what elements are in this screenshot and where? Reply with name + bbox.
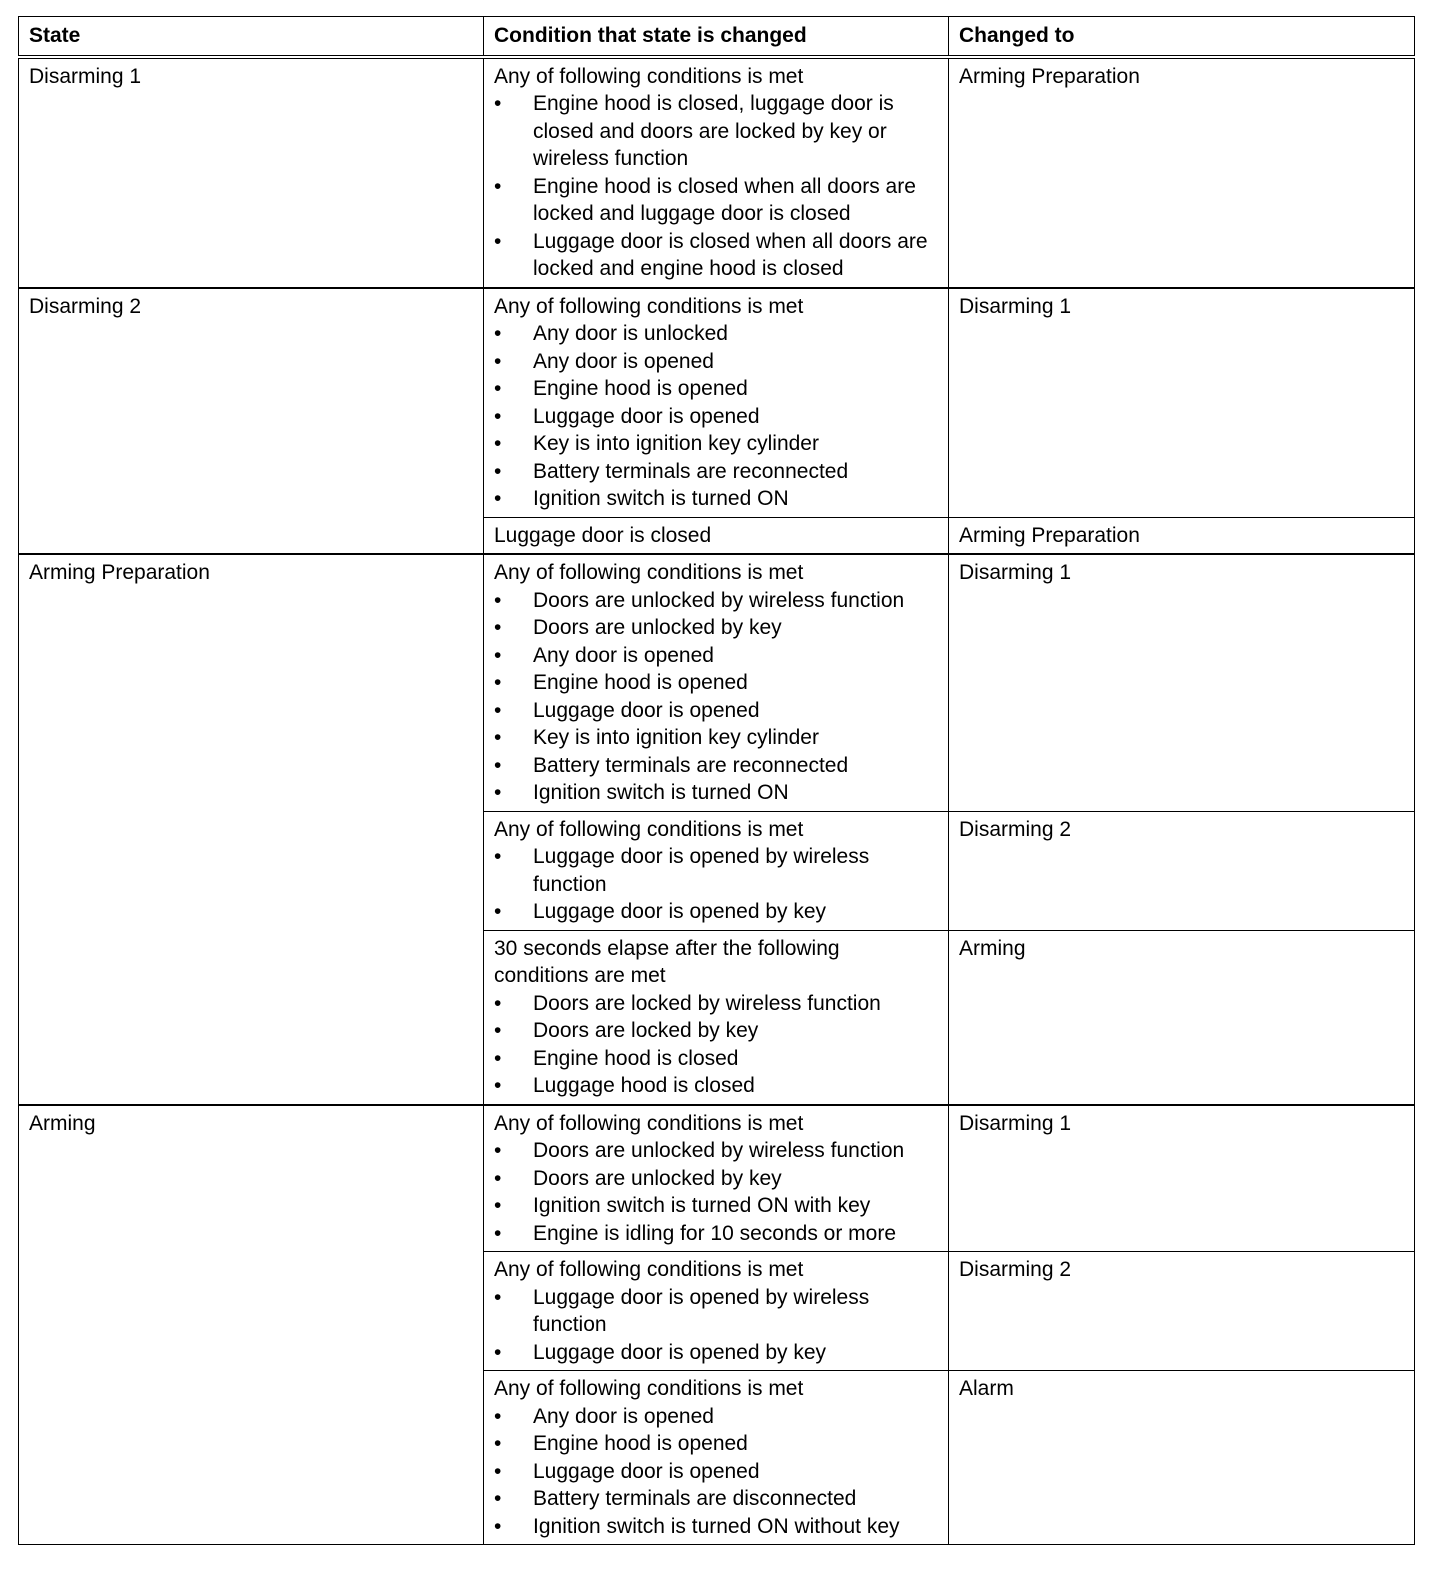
condition-item-text: Battery terminals are reconnected xyxy=(533,459,849,483)
condition-item-text: Luggage door is opened by key xyxy=(533,1340,827,1364)
condition-item-text: Engine is idling for 10 seconds or more xyxy=(533,1221,897,1245)
condition-item xyxy=(494,779,938,807)
table-row xyxy=(19,57,1415,288)
condition-item xyxy=(494,642,938,670)
condition-lead: Any of following conditions is met xyxy=(494,294,804,318)
condition-lead: Any of following conditions is met xyxy=(494,561,804,584)
condition-item xyxy=(494,1430,938,1458)
bullet-icon: • xyxy=(494,404,502,428)
bullet-icon: • xyxy=(494,1514,502,1538)
condition-item xyxy=(494,669,938,697)
header-condition: Condition that state is changed xyxy=(484,17,949,57)
condition-item-text: Engine hood is opened xyxy=(533,1432,748,1455)
condition-item xyxy=(494,1017,938,1045)
condition-item xyxy=(494,1192,938,1220)
state-cell: Arming Preparation xyxy=(19,554,484,1105)
bullet-icon: • xyxy=(494,698,502,722)
condition-item-text: Luggage door is closed when all doors are locked and engine hood is closed xyxy=(533,229,928,280)
bullet-icon: • xyxy=(494,92,502,115)
table-body xyxy=(19,57,1415,1545)
changed-to-cell: Disarming 1 xyxy=(949,288,1415,518)
condition-item xyxy=(494,1458,938,1486)
condition-cell xyxy=(484,930,949,1105)
header-row xyxy=(19,17,1415,57)
condition-item xyxy=(494,752,938,780)
condition-cell xyxy=(484,1105,949,1252)
condition-lead: Luggage door is closed xyxy=(494,523,712,547)
condition-item xyxy=(494,843,938,898)
bullet-icon: • xyxy=(494,1166,502,1190)
condition-item-text: Engine hood is closed when all doors are locked and luggage door is closed xyxy=(533,174,916,225)
state-cell: Disarming 1 xyxy=(19,57,484,288)
bullet-icon: • xyxy=(494,1194,502,1217)
condition-item xyxy=(494,1045,938,1073)
changed-to-cell: Alarm xyxy=(949,1371,1415,1545)
condition-item xyxy=(494,320,938,348)
bullet-icon: • xyxy=(494,1487,502,1510)
condition-list xyxy=(494,90,938,283)
condition-item-text: Key is into ignition key cylinder xyxy=(533,726,819,749)
changed-to-cell: Disarming 2 xyxy=(949,1252,1415,1371)
condition-item-text: Luggage door is opened xyxy=(533,1459,760,1483)
condition-list xyxy=(494,1284,938,1367)
condition-item-text: Doors are locked by wireless function xyxy=(533,991,881,1015)
condition-item-text: Engine hood is closed xyxy=(533,1046,739,1070)
bullet-icon: • xyxy=(494,322,502,345)
condition-item-text: Ignition switch is turned ON without key xyxy=(533,1514,900,1538)
bullet-icon: • xyxy=(494,487,502,510)
condition-item-text: Battery terminals are reconnected xyxy=(533,753,849,777)
condition-item xyxy=(494,1137,938,1165)
bullet-icon: • xyxy=(494,671,502,694)
condition-item-text: Battery terminals are disconnected xyxy=(533,1487,857,1510)
bullet-icon: • xyxy=(494,1221,502,1245)
condition-item xyxy=(494,403,938,431)
condition-item xyxy=(494,485,938,513)
condition-item xyxy=(494,587,938,615)
condition-lead: Any of following conditions is met xyxy=(494,1111,804,1135)
condition-item-text: Ignition switch is turned ON xyxy=(533,781,789,804)
condition-item-text: Luggage hood is closed xyxy=(533,1074,755,1097)
bullet-icon: • xyxy=(494,781,502,804)
bullet-icon: • xyxy=(494,900,502,923)
condition-item-text: Any door is unlocked xyxy=(533,322,728,345)
condition-item xyxy=(494,90,938,173)
condition-item xyxy=(494,375,938,403)
bullet-icon: • xyxy=(494,588,502,612)
table-row xyxy=(19,288,1415,518)
bullet-icon: • xyxy=(494,1139,502,1162)
bullet-icon: • xyxy=(494,1340,502,1364)
bullet-icon: • xyxy=(494,1019,502,1042)
condition-item-text: Any door is opened xyxy=(533,643,714,667)
condition-cell xyxy=(484,811,949,930)
condition-lead: Any of following conditions is met xyxy=(494,1258,804,1281)
bullet-icon: • xyxy=(494,616,502,639)
condition-item-text: Doors are locked by key xyxy=(533,1019,759,1042)
condition-list xyxy=(494,320,938,513)
condition-item-text: Luggage door is opened by wireless function xyxy=(533,845,870,896)
condition-item-text: Doors are unlocked by wireless function xyxy=(533,1139,905,1162)
state-transition-table xyxy=(18,16,1415,1545)
condition-lead: 30 seconds elapse after the following conditions are met xyxy=(494,936,840,987)
bullet-icon: • xyxy=(494,174,502,198)
bullet-icon: • xyxy=(494,349,502,373)
condition-item xyxy=(494,1284,938,1339)
state-cell: Disarming 2 xyxy=(19,288,484,555)
condition-item xyxy=(494,1339,938,1367)
condition-item xyxy=(494,990,938,1018)
condition-item-text: Doors are unlocked by key xyxy=(533,1166,782,1190)
changed-to-cell: Disarming 1 xyxy=(949,554,1415,811)
changed-to-cell: Disarming 2 xyxy=(949,811,1415,930)
condition-item xyxy=(494,898,938,926)
condition-list xyxy=(494,1137,938,1247)
condition-item xyxy=(494,1165,938,1193)
condition-item-text: Key is into ignition key cylinder xyxy=(533,432,819,455)
condition-item-text: Ignition switch is turned ON xyxy=(533,487,789,510)
bullet-icon: • xyxy=(494,845,502,868)
condition-item xyxy=(494,724,938,752)
condition-item-text: Any door is opened xyxy=(533,1404,714,1428)
condition-item-text: Luggage door is opened by wireless function xyxy=(533,1285,870,1336)
condition-list xyxy=(494,990,938,1100)
condition-cell xyxy=(484,1252,949,1371)
condition-item xyxy=(494,348,938,376)
condition-item-text: Luggage door is opened xyxy=(533,404,760,428)
condition-cell xyxy=(484,554,949,811)
condition-item xyxy=(494,228,938,283)
changed-to-cell: Arming xyxy=(949,930,1415,1105)
condition-item xyxy=(494,173,938,228)
bullet-icon: • xyxy=(494,1432,502,1455)
condition-item xyxy=(494,1403,938,1431)
bullet-icon: • xyxy=(494,643,502,667)
condition-cell xyxy=(484,1371,949,1545)
condition-item xyxy=(494,430,938,458)
table-row xyxy=(19,1105,1415,1252)
condition-item-text: Engine hood is opened xyxy=(533,671,748,694)
bullet-icon: • xyxy=(494,229,502,253)
bullet-icon: • xyxy=(494,1046,502,1070)
bullet-icon: • xyxy=(494,432,502,455)
condition-item xyxy=(494,458,938,486)
condition-item xyxy=(494,1220,938,1248)
condition-item-text: Engine hood is opened xyxy=(533,377,748,400)
condition-cell xyxy=(484,288,949,518)
bullet-icon: • xyxy=(494,1459,502,1483)
condition-item-text: Engine hood is closed, luggage door is closed and doors are locked by key or wireless function xyxy=(533,92,894,170)
bullet-icon: • xyxy=(494,1074,502,1097)
bullet-icon: • xyxy=(494,753,502,777)
changed-to-cell: Arming Preparation xyxy=(949,517,1415,554)
condition-item-text: Ignition switch is turned ON with key xyxy=(533,1194,871,1217)
bullet-icon: • xyxy=(494,991,502,1015)
condition-lead: Any of following conditions is met xyxy=(494,817,804,841)
table-row xyxy=(19,554,1415,811)
condition-item-text: Any door is opened xyxy=(533,349,714,373)
condition-list xyxy=(494,843,938,926)
condition-item xyxy=(494,1485,938,1513)
condition-item-text: Luggage door is opened by key xyxy=(533,900,827,923)
changed-to-cell: Arming Preparation xyxy=(949,57,1415,288)
condition-lead: Any of following conditions is met xyxy=(494,1377,804,1400)
condition-item-text: Doors are unlocked by wireless function xyxy=(533,588,905,612)
condition-item xyxy=(494,1072,938,1100)
header-changed-to: Changed to xyxy=(949,17,1415,57)
bullet-icon: • xyxy=(494,377,502,400)
bullet-icon: • xyxy=(494,459,502,483)
condition-cell xyxy=(484,517,949,554)
header-state: State xyxy=(19,17,484,57)
condition-list xyxy=(494,1403,938,1541)
changed-to-cell: Disarming 1 xyxy=(949,1105,1415,1252)
state-cell: Arming xyxy=(19,1105,484,1545)
condition-item xyxy=(494,614,938,642)
condition-lead: Any of following conditions is met xyxy=(494,64,804,88)
bullet-icon: • xyxy=(494,1404,502,1428)
condition-item-text: Doors are unlocked by key xyxy=(533,616,782,639)
condition-list xyxy=(494,587,938,807)
condition-item-text: Luggage door is opened xyxy=(533,698,760,722)
condition-item xyxy=(494,697,938,725)
condition-cell xyxy=(484,57,949,288)
bullet-icon: • xyxy=(494,726,502,749)
condition-item xyxy=(494,1513,938,1541)
bullet-icon: • xyxy=(494,1285,502,1309)
